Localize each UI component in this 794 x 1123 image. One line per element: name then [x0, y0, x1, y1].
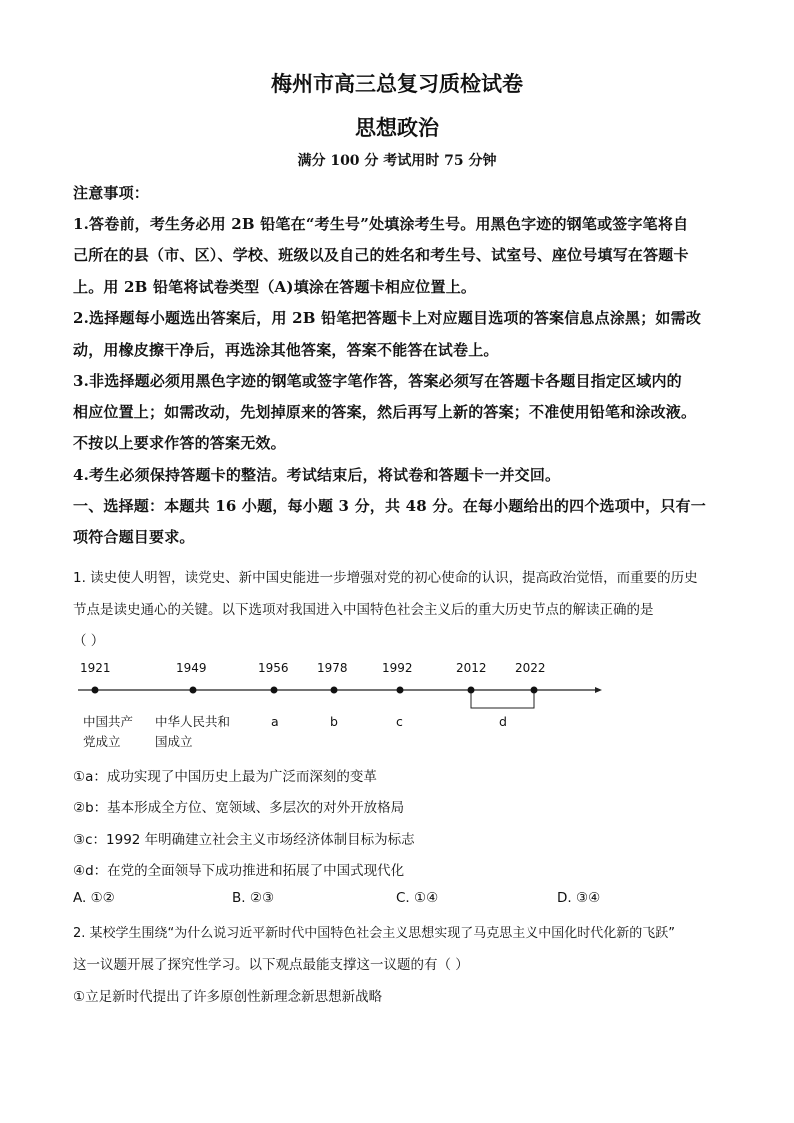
timeline-bracket: [471, 693, 534, 708]
notice-line: 动，用橡皮擦干净后，再选涂其他答案，答案不能答在试卷上。: [73, 341, 499, 359]
page-title: 梅州市高三总复习质检试卷: [271, 71, 523, 96]
option-a: A. ①②: [73, 890, 115, 906]
timeline-label: 中华人民共和国成立: [155, 714, 231, 749]
timeline-dot: [531, 687, 538, 694]
timeline-year: 2022: [515, 661, 546, 675]
question-stem: 1. 读史使人明智，读党史、新中国史能进一步增强对党的初心使命的认识，提高政治觉悟，而重要的历史: [73, 570, 698, 586]
notice-line: 不按以上要求作答的答案无效。: [73, 434, 286, 452]
timeline-label: 中国共产党成立: [83, 714, 134, 749]
option-b: B. ②③: [232, 890, 275, 906]
timeline-dot: [468, 687, 475, 694]
notice-line: 3.非选择题必须用黑色字迹的钢笔或签字笔作答，答案必须写在答题卡各题目指定区域内的: [73, 372, 682, 390]
question-answer-blank: （ ）: [73, 633, 105, 649]
statement: ③c：1992 年明确建立社会主义市场经济体制目标为标志: [73, 832, 415, 848]
timeline-year: 1956: [258, 661, 289, 675]
timeline-label: a: [271, 714, 279, 729]
timeline-label: c: [396, 714, 403, 729]
timeline-dot: [92, 687, 99, 694]
section-heading: 一、选择题：本题共 16 小题，每小题 3 分，共 48 分。在每小题给出的四个选项中，只有一: [73, 497, 706, 515]
timeline-label: b: [330, 714, 338, 729]
question-stem: 节点是读史通心的关键。以下选项对我国进入中国特色社会主义后的重大历史节点的解读正确的是: [73, 602, 654, 618]
notice-line: 己所在的县（市、区）、学校、班级以及自己的姓名和考生号、试室号、座位号填写在答题卡: [73, 246, 689, 264]
timeline-arrow-icon: [595, 687, 602, 693]
history-timeline: [70, 655, 610, 750]
question-stem: 这一议题开展了探究性学习。以下观点最能支撑这一议题的有（ ）: [73, 957, 469, 973]
statement: ①a：成功实现了中国历史上最为广泛而深刻的变革: [73, 769, 377, 785]
notice-line: 相应位置上；如需改动，先划掉原来的答案，然后再写上新的答案；不准使用铅笔和涂改液。: [73, 403, 697, 421]
notice-line: 4.考生必须保持答题卡的整洁。考试结束后，将试卷和答题卡一并交回。: [73, 466, 561, 484]
statement: ④d：在党的全面领导下成功推进和拓展了中国式现代化: [73, 863, 405, 879]
timeline-year: 1992: [382, 661, 413, 675]
timeline-year: 2012: [456, 661, 487, 675]
question-stem: 2. 某校学生围绕“为什么说习近平新时代中国特色社会主义思想实现了马克思主义中国化时代化新的飞跃”: [73, 926, 676, 941]
timeline-dot: [271, 687, 278, 694]
option-c: C. ①④: [396, 890, 439, 906]
timeline-year: 1921: [80, 661, 111, 675]
timeline-bracket-label: d: [499, 714, 507, 729]
statement: ①立足新时代提出了许多原创性新理念新思想新战略: [73, 989, 383, 1005]
timeline-year: 1978: [317, 661, 348, 675]
option-d: D. ③④: [557, 890, 601, 906]
section-heading: 项符合题目要求。: [73, 528, 195, 546]
timeline-dot: [331, 687, 338, 694]
exam-meta: 满分 100 分 考试用时 75 分钟: [297, 153, 497, 169]
notice-line: 2.选择题每小题选出答案后，用 2B 铅笔把答题卡上对应题目选项的答案信息点涂黑；如需改: [73, 309, 702, 327]
notice-heading: 注意事项：: [73, 184, 150, 202]
statement: ②b：基本形成全方位、宽领域、多层次的对外开放格局: [73, 800, 405, 816]
timeline-dot: [190, 687, 197, 694]
timeline-dot: [397, 687, 404, 694]
notice-line: 上。用 2B 铅笔将试卷类型（A)填涂在答题卡相应位置上。: [73, 278, 477, 296]
subject-title: 思想政治: [355, 115, 439, 140]
notice-line: 1.答卷前，考生务必用 2B 铅笔在“考生号”处填涂考生号。用黑色字迹的钢笔或签字笔将自: [73, 215, 689, 233]
timeline-year: 1949: [176, 661, 207, 675]
